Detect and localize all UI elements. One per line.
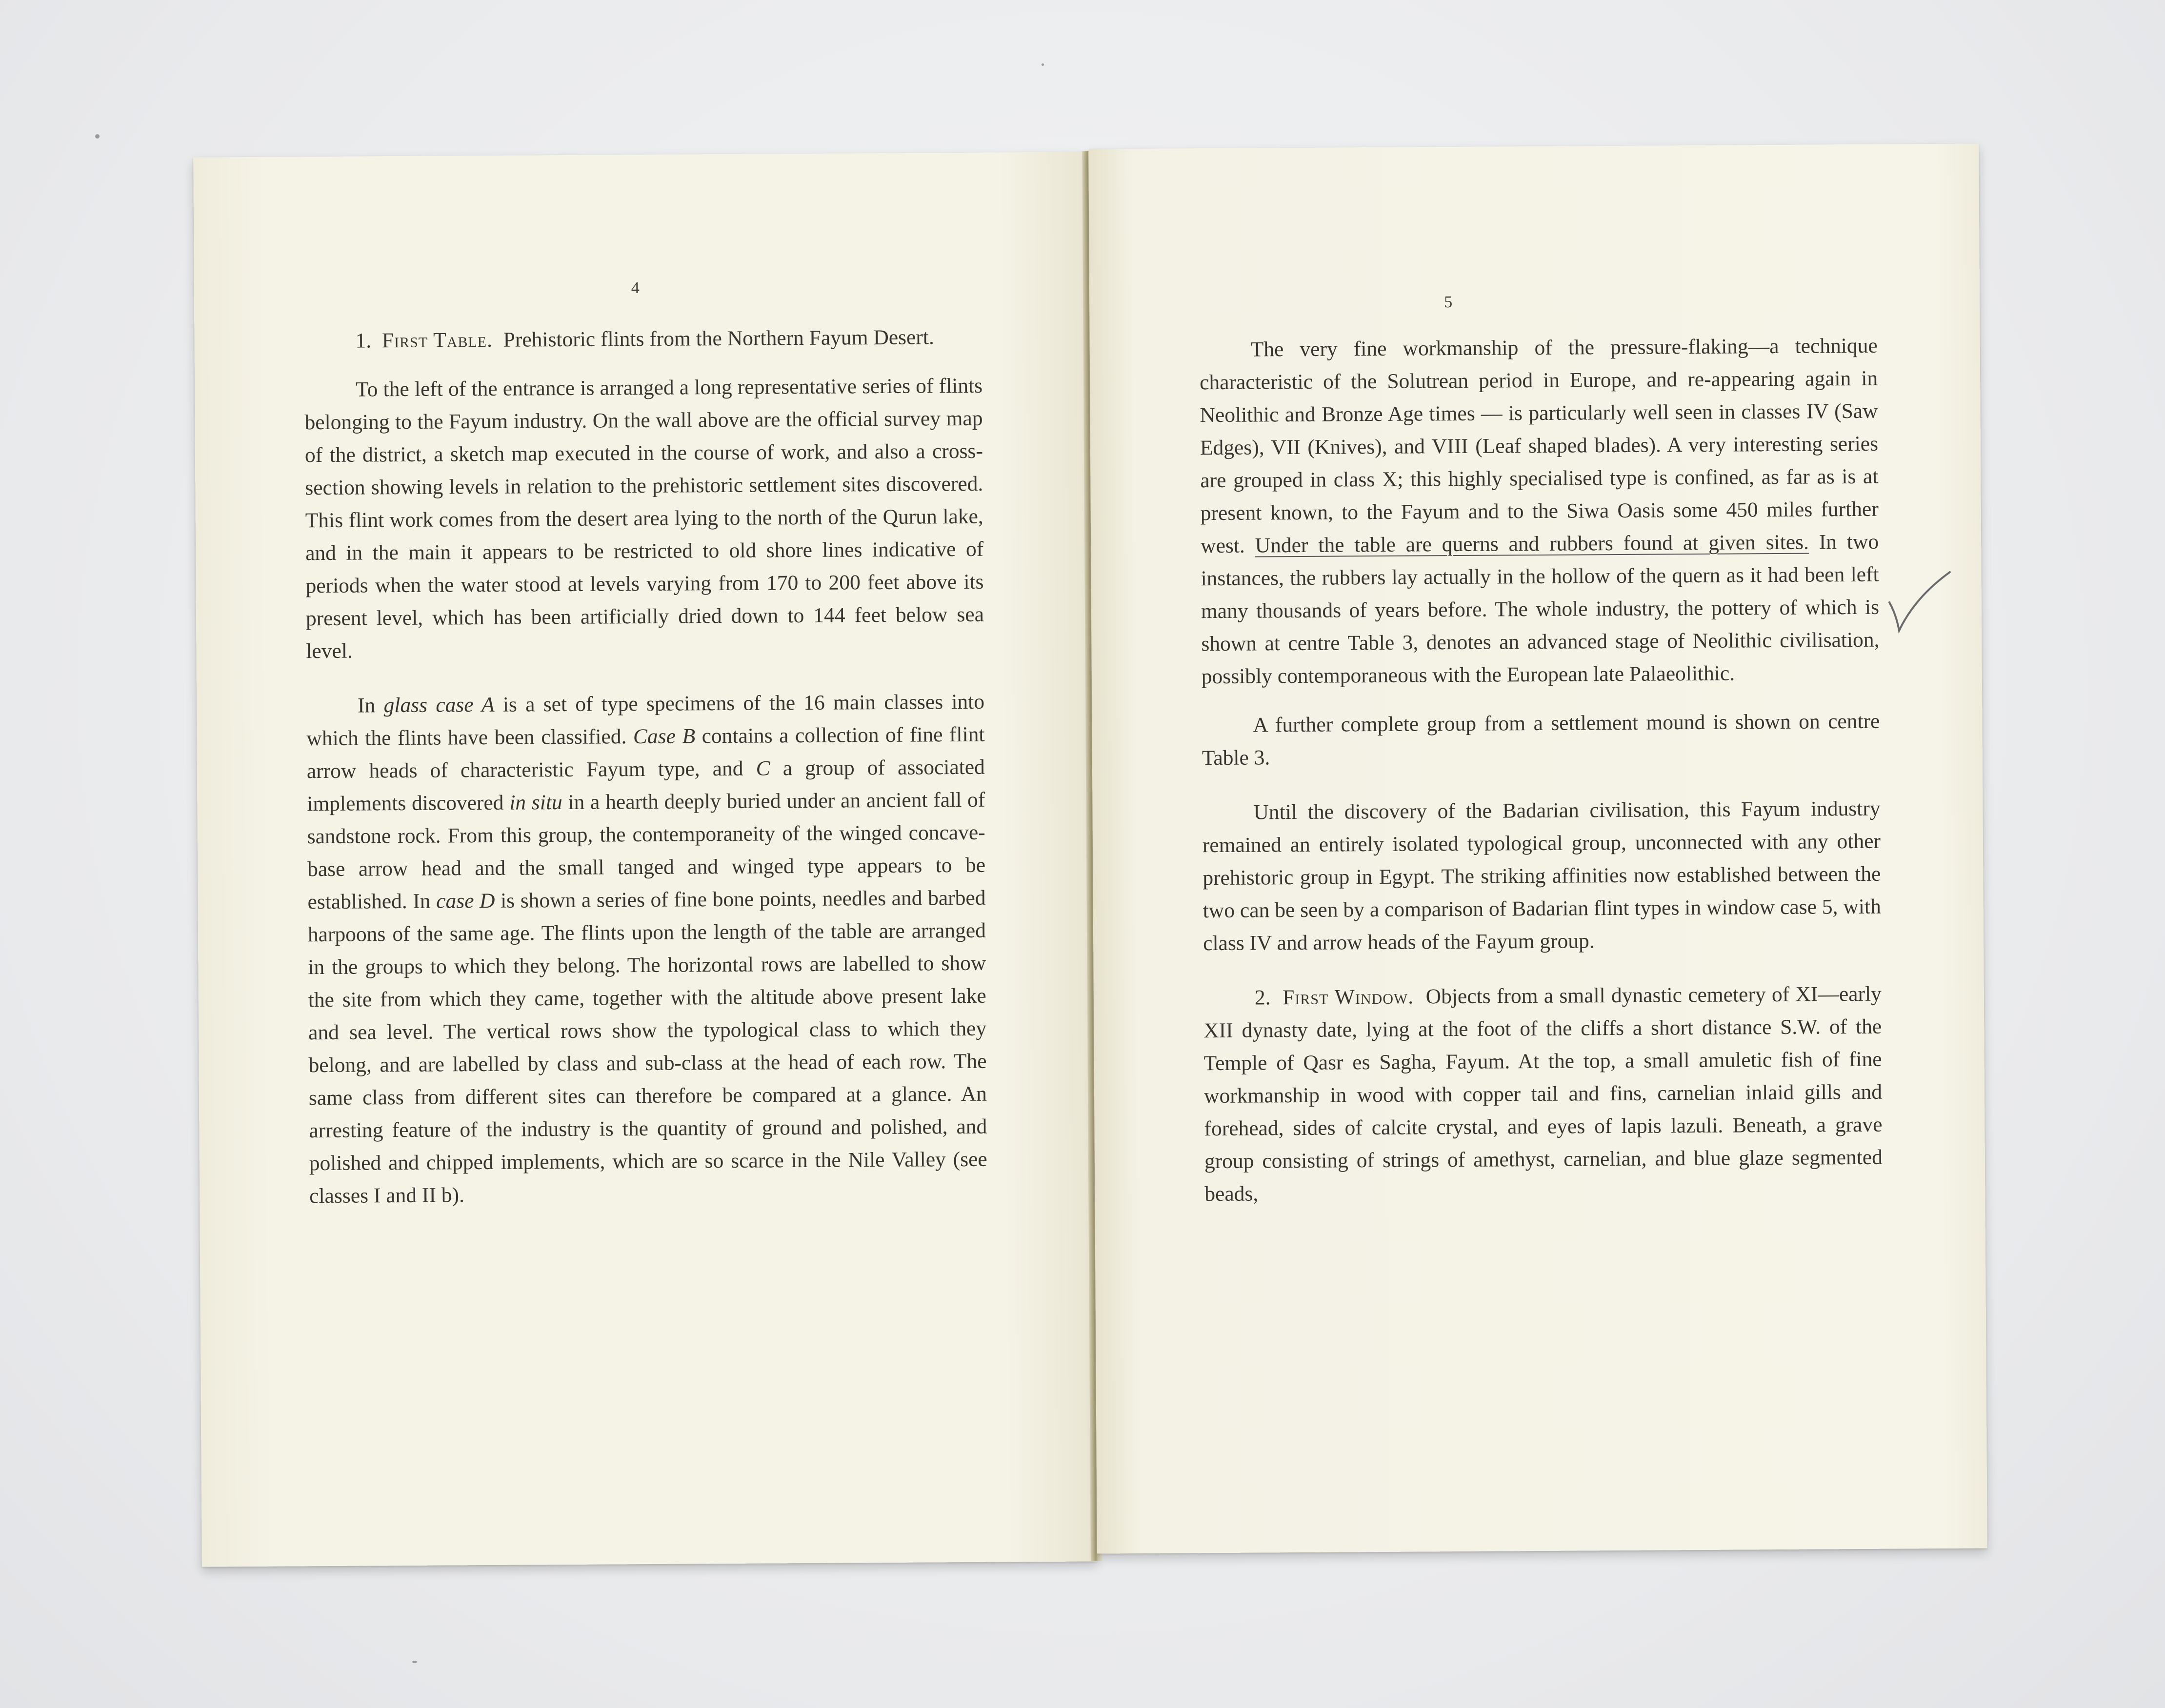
text-run: is shown a series of fine bone points, needles and barbed harpoons of the same age. The flints upon the length of the table are arranged in the groups to which they belong. The horizontal rows are labelled to show the site from which they came, together with the altitude above present lake and sea level. The vertical rows show the typological class to which they belong, and are labelled by class and sub-class at the head of each row. The same class from different sites can therefore be compared at a glance. An arresting feature of the industry is the quantity of ground and polished, and polished and chipped implements, which are so scarce in the Nile Valley (see classes I and II b).: [307, 886, 987, 1208]
section-number: 2.: [1254, 986, 1271, 1010]
italic-text: C: [756, 756, 770, 780]
paragraph: A further complete group from a settlement mound is shown on centre Table 3.: [1202, 709, 1880, 770]
section-subtitle: Prehistoric flints from the Northern Fayum Desert.: [503, 325, 934, 352]
dust-speck: [412, 1661, 417, 1663]
handwritten-underline-text: Under the table are querns and rubbers found at given sites.: [1255, 530, 1809, 557]
paragraph: To the left of the entrance is arranged a long representative series of flints belonging to the Fayum industry. On the wall above are the official survey map of the district, a sketch map executed in the course of work, and also a cross-section showing levels in relation to the prehistoric settlement sites discovered. This flint work comes from the desert area lying to the north of the Qurun lake, and in the main it appears to be restricted to old shore lines indicative of periods when the water stood at levels varying from 170 to 200 feet above its present level, which has been artificially dried down to 144 feet below sea level.: [304, 374, 984, 663]
page-number: 5: [1444, 293, 1453, 312]
text-run: in a hearth deeply buried under an ancient fall of sandstone rock. From this group, the contemporaneity of the winged concave-base arrow head and the small tanged and winged type appears to be established. In: [307, 788, 986, 914]
section-number: 1.: [355, 329, 372, 353]
right-page: [1088, 143, 1987, 1553]
italic-text: case D: [436, 889, 495, 913]
left-page-body: [304, 321, 987, 1212]
paragraph: [1200, 330, 1880, 693]
dust-speck: [95, 134, 100, 139]
handwritten-checkmark-icon: [1885, 568, 1954, 636]
section-title: First Table.: [381, 328, 493, 353]
text-run: The very fine workmanship of the pressure-flaking—a technique characteristic of the Solutrean period in Europe, and re-appearing again in Neolithic and Bronze Age times — is particularly well seen in classes IV (Saw Edges), VII (Knives), and VIII (Leaf shaped blades). A very interesting series are grouped in class X; this highly specialised type is confined, as far as is at present known, to the Fayum and to the Siwa Oasis some 450 miles further west.: [1200, 334, 1879, 558]
text-run: In two instances, the rubbers lay actually in the hollow of the quern as it had been left many thousands of years before. The whole industry, the pottery of which is shown at centre Table 3, denotes an advanced stage of Neolithic civilisation, possibly contemporaneous with the European late Palaeolithic.: [1201, 530, 1880, 689]
paragraph: [306, 686, 988, 1212]
italic-text: Case B: [633, 724, 696, 749]
section-heading: [1203, 978, 1883, 1211]
text-run: a group of associated implements discovered: [307, 755, 985, 816]
right-page-body: [1200, 330, 1883, 1211]
dust-speck: [1042, 63, 1044, 66]
left-page: [193, 152, 1097, 1567]
text-run: In: [357, 694, 376, 717]
text-run: is a set of type specimens of the 16 main classes into which the flints have been classified.: [306, 690, 985, 751]
italic-text: in situ: [509, 791, 562, 814]
text-run: Objects from a small dynastic cemetery of XI—early XII dynasty date, lying at the foot of the cliffs a short distance S.W. of the Temple of Qasr es Sagha, Fayum. At the top, a small amuletic fish of fine workmanship in wood with copper tail and fins, carnelian inlaid gills and forehead, sides of calcite crystal, and eyes of lapis lazuli. Beneath, a grave group consisting of strings of amethyst, carnelian, and blue glaze segmented beads,: [1203, 982, 1883, 1206]
page-number: 4: [631, 279, 640, 298]
paragraph: Until the discovery of the Badarian civilisation, this Fayum industry remained an entirely isolated typological group, unconnected with any other prehistoric group in Egypt. The striking affinities now established between the two can be seen by a comparison of Badarian flint types in window case 5, with class IV and arrow heads of the Fayum group.: [1202, 796, 1881, 955]
italic-text: glass case A: [383, 693, 495, 717]
section-heading: [304, 321, 982, 357]
text-run: contains a collection of fine flint arrow heads of characteristic Fayum type, and: [306, 722, 985, 783]
section-title: First Window.: [1282, 985, 1414, 1010]
booklet-spread: [198, 144, 1983, 1558]
